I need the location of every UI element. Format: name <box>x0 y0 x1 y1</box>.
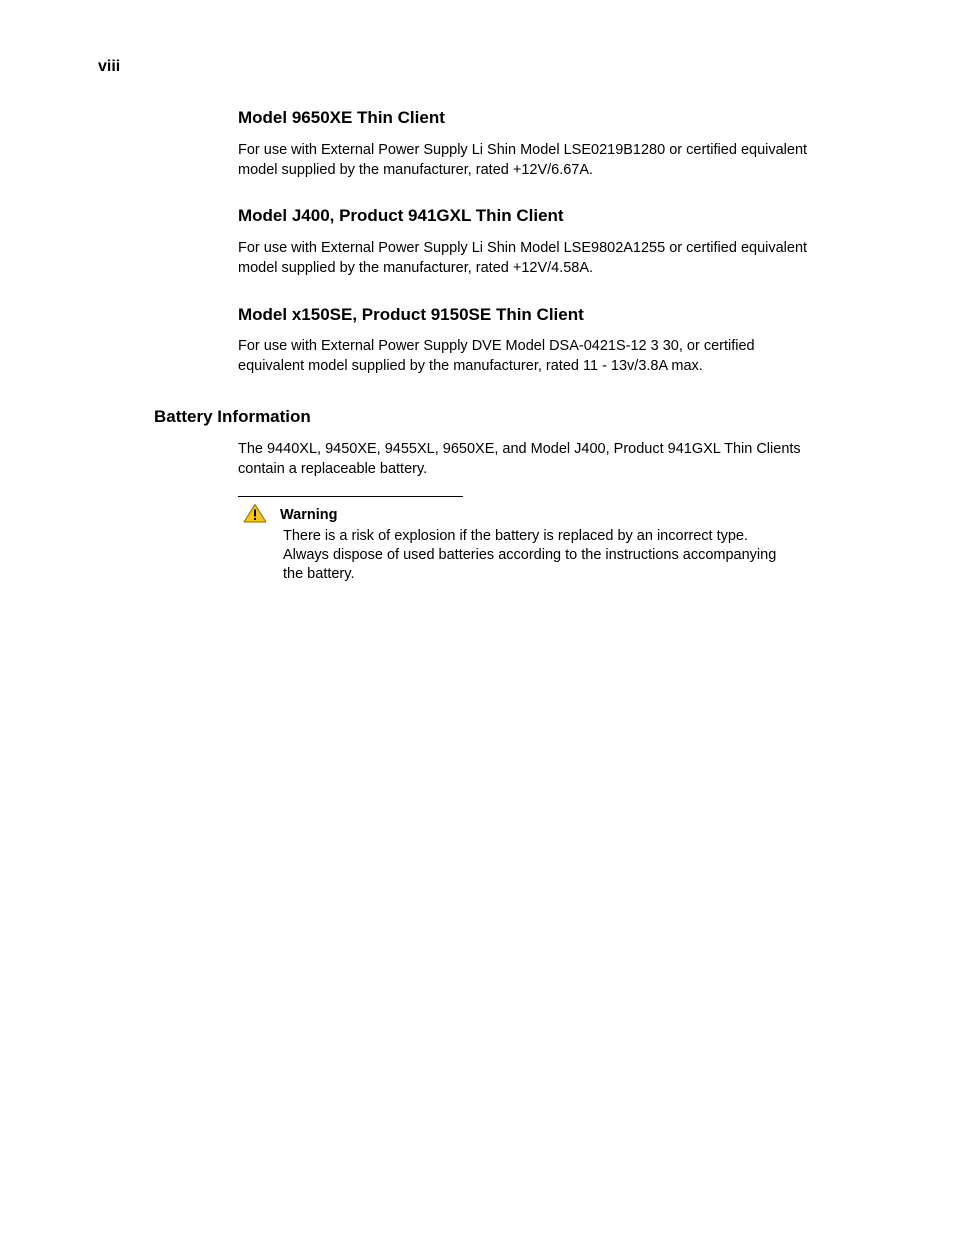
section-body-j400 <box>238 239 858 278</box>
section-body-x150se <box>238 337 858 376</box>
body-line: contain a replaceable battery. <box>238 460 428 477</box>
battery-information-heading: Battery Information <box>154 407 311 426</box>
warning-line: the battery. <box>283 566 355 582</box>
body-line: model supplied by the manufacturer, rated +12V/6.67A. <box>238 161 594 178</box>
body-line: For use with External Power Supply Li Shin Model LSE9802A1255 or certified equivalent <box>238 240 808 256</box>
section-body-9650xe <box>238 141 858 180</box>
body-line: For use with External Power Supply Li Shin Model LSE0219B1280 or certified equivalent <box>238 142 808 158</box>
section-heading-j400: Model J400, Product 941GXL Thin Client <box>238 206 564 225</box>
body-line: The 9440XL, 9450XE, 9455XL, 9650XE, and Model J400, Product 941GXL Thin Clients <box>238 441 801 457</box>
body-line: model supplied by the manufacturer, rated +12V/4.58A. <box>238 259 594 276</box>
body-line: equivalent model supplied by the manufacturer, rated 11 - 13v/3.8A max. <box>238 357 703 374</box>
page-number: viii <box>98 58 121 75</box>
warning-line: Always dispose of used batteries according to the instructions accompanying <box>283 547 777 563</box>
section-heading-9650xe: Model 9650XE Thin Client <box>238 108 445 127</box>
battery-information-body <box>238 440 858 479</box>
warning-line: There is a risk of explosion if the battery is replaced by an incorrect type. <box>283 528 749 544</box>
warning-triangle-icon <box>243 503 267 523</box>
warning-divider <box>238 496 463 497</box>
section-heading-x150se: Model x150SE, Product 9150SE Thin Client <box>238 305 584 324</box>
warning-text <box>283 527 843 584</box>
body-line: For use with External Power Supply DVE Model DSA-0421S-12 3 30, or certified <box>238 338 755 354</box>
warning-title: Warning <box>280 507 338 523</box>
